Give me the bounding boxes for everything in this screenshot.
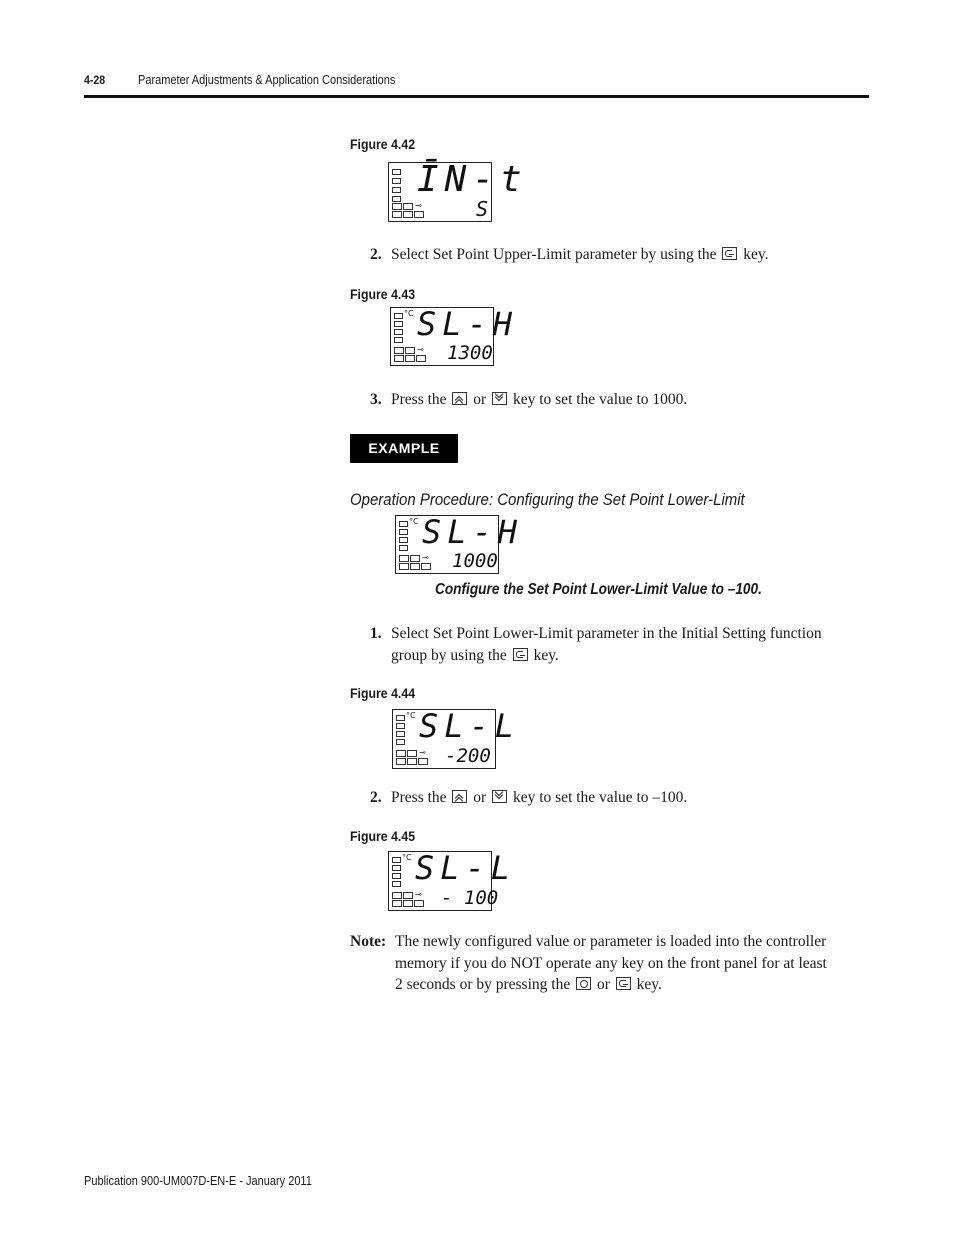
lcd-sub-value: S [476, 197, 489, 221]
key-icon: ⊸ [415, 201, 422, 210]
lcd-display-figure-4-43 [390, 305, 519, 366]
lcd-display-figure-4-45 [388, 849, 517, 911]
lcd-sub-value: -200 [445, 745, 491, 767]
lcd-main-value: SL-H [417, 305, 519, 343]
lcd-indicator [392, 169, 401, 175]
celsius-unit: °C [404, 309, 414, 318]
celsius-unit: °C [406, 711, 416, 720]
lcd-indicator [405, 347, 415, 354]
lcd-indicator [392, 196, 401, 202]
lcd-sub-value: 1300 [447, 342, 493, 364]
lcd-main-value: SL-H [422, 513, 524, 551]
lcd-indicator [403, 900, 413, 907]
key-icon: ⊸ [417, 345, 424, 354]
mode-key-icon [513, 648, 528, 661]
lcd-indicator [392, 187, 401, 193]
lcd-indicator [399, 545, 408, 551]
lcd-indicator [392, 873, 401, 879]
section-title: Parameter Adjustments & Application Considerations [138, 73, 396, 87]
lcd-indicator [396, 750, 406, 757]
procedure-title: Operation Procedure: Configuring the Set Point Lower-Limit [350, 490, 745, 509]
up-key-icon [452, 392, 467, 405]
note [350, 931, 870, 997]
lcd-indicator [399, 555, 409, 562]
mode-key-icon [616, 977, 631, 990]
lcd-indicator [407, 758, 417, 765]
level-key-icon [576, 977, 591, 990]
step-3-upper: 3. Press the or key to set the value to 1000. [370, 391, 688, 408]
lcd-indicator [392, 881, 401, 887]
example-label: EXAMPLE [350, 434, 458, 463]
lcd-indicator [394, 355, 404, 362]
lcd-indicator [396, 715, 405, 721]
key-icon: ⊸ [415, 890, 422, 899]
lcd-indicator [403, 203, 413, 210]
key-icon: ⊸ [422, 553, 429, 562]
lcd-indicator [414, 900, 424, 907]
lcd-indicator [403, 892, 413, 899]
lcd-indicator [394, 329, 403, 335]
lcd-indicator [396, 758, 406, 765]
lcd-indicator [392, 865, 401, 871]
lcd-indicator [399, 529, 408, 535]
figure-caption-4-45: Figure 4.45 [350, 828, 416, 844]
lcd-indicator [407, 750, 417, 757]
lcd-main-value: SL-L [419, 707, 521, 745]
lcd-indicator [392, 211, 402, 218]
configure-title: Configure the Set Point Lower-Limit Value to –100. [435, 581, 762, 598]
up-key-icon [452, 790, 467, 803]
lcd-indicator [396, 723, 405, 729]
lcd-indicator [410, 563, 420, 570]
down-key-icon [492, 392, 507, 405]
note-label: Note: [350, 933, 387, 950]
lcd-indicator [392, 900, 402, 907]
lcd-indicator [394, 347, 404, 354]
lcd-indicator [403, 211, 413, 218]
note-body: The newly configured value or parameter is loaded into the controller memory if you do NOT operate any key on the front panel for at least 2 seconds or by pressing the or key. [395, 933, 827, 993]
celsius-unit: °C [409, 517, 419, 526]
key-icon: ⊸ [419, 748, 426, 757]
figure-caption-4-42: Figure 4.42 [350, 136, 416, 152]
figure-caption-4-43: Figure 4.43 [350, 286, 416, 302]
lcd-indicator [405, 355, 415, 362]
publication-footer: Publication 900-UM007D-EN-E - January 2011 [84, 1174, 312, 1188]
lcd-indicator [399, 521, 408, 527]
lcd-indicator [392, 892, 402, 899]
lcd-indicator [394, 313, 403, 319]
step-2-lower: 2. Press the or key to set the value to –100. [370, 789, 688, 806]
lcd-indicator [392, 203, 402, 210]
lcd-indicator [418, 758, 428, 765]
celsius-unit: °C [402, 853, 412, 862]
lcd-sub-value: - 100 [441, 887, 499, 909]
lcd-indicator [399, 537, 408, 543]
lcd-indicator [394, 337, 403, 343]
lcd-indicator [416, 355, 426, 362]
lcd-display-figure-4-44 [392, 707, 521, 769]
lcd-indicator [399, 563, 409, 570]
header-rule [84, 95, 869, 98]
down-key-icon [492, 790, 507, 803]
step-1-lower: 1. Select Set Point Lower-Limit parameter in the Initial Setting function group by using the key. [370, 625, 822, 664]
lcd-indicator [421, 563, 431, 570]
lcd-indicator [410, 555, 420, 562]
lcd-indicator [414, 211, 424, 218]
lcd-main-value: SL-L [415, 849, 517, 887]
lcd-indicator [396, 731, 405, 737]
lcd-display-figure-4-42 [388, 159, 528, 222]
lcd-display-example [395, 513, 524, 574]
lcd-indicator [396, 739, 405, 745]
page-number: 4-28 [84, 73, 106, 87]
lcd-sub-value: 1000 [452, 550, 498, 572]
lcd-indicator [392, 178, 401, 184]
lcd-indicator [394, 321, 403, 327]
figure-caption-4-44: Figure 4.44 [350, 685, 416, 701]
lcd-indicator [392, 857, 401, 863]
step-2-upper: 2. Select Set Point Upper-Limit parameter by using the key. [370, 246, 769, 263]
mode-key-icon [722, 247, 737, 260]
lcd-main-value: ĪN-t [417, 159, 528, 200]
